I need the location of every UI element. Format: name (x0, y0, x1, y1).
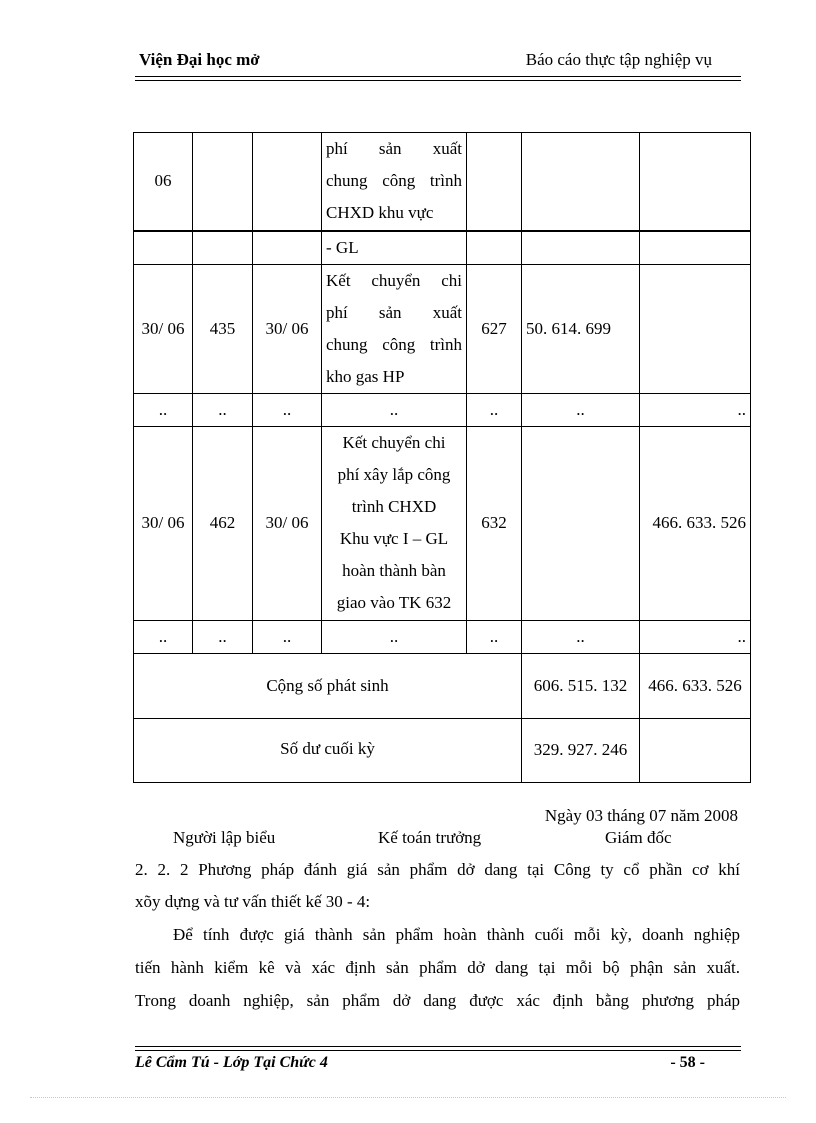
cell-description: - GL (322, 231, 467, 265)
paragraph-line-2: tiến hành kiểm kê và xác định sản phẩm dở dang tại mỗi bộ phận sản xuất. (135, 958, 740, 977)
cell-voucher-no: 462 (193, 426, 253, 620)
total-label: Cộng số phát sinh (134, 653, 522, 718)
table-row (134, 620, 751, 653)
cell-voucher-date: .. (253, 620, 322, 653)
cell-description: Kết chuyển chi phí xây lắp công trình CHXD Khu vực I – GL hoàn thành bàn giao vào TK 632 (322, 426, 467, 620)
cell-account: .. (467, 620, 522, 653)
cell-credit: .. (640, 620, 751, 653)
cell-debit (522, 133, 640, 231)
page-edge (30, 1097, 786, 1098)
cell-credit (640, 133, 751, 231)
cell-voucher-date (253, 231, 322, 265)
cell-account: 632 (467, 426, 522, 620)
cell-debit (522, 231, 640, 265)
cell-voucher-no: .. (193, 393, 253, 426)
closing-label: Số dư cuối kỳ (134, 718, 522, 782)
cell-debit: 50. 614. 699 (522, 264, 640, 393)
cell-voucher-no (193, 133, 253, 231)
table-row (134, 426, 751, 620)
page-number: - 58 - (670, 1054, 705, 1071)
cell-description: Kết chuyển chi phí sản xuất chung công trình kho gas HP (322, 264, 467, 393)
cell-credit (640, 231, 751, 265)
cell-debit: .. (522, 393, 640, 426)
table-row (134, 133, 751, 231)
cell-account: .. (467, 393, 522, 426)
closing-credit (640, 718, 751, 782)
cell-date: 30/ 06 (134, 426, 193, 620)
table-row (134, 393, 751, 426)
cell-date (134, 231, 193, 265)
cell-description: .. (322, 393, 467, 426)
institution-name: Viện Đại học mở (139, 50, 260, 69)
cell-voucher-no: 435 (193, 264, 253, 393)
cell-date: .. (134, 393, 193, 426)
cell-date: .. (134, 620, 193, 653)
cell-description: phí sản xuất chung công trình CHXD khu vực (322, 133, 467, 231)
cell-date: 30/ 06 (134, 264, 193, 393)
cell-voucher-no (193, 231, 253, 265)
cell-voucher-date: 30/ 06 (253, 264, 322, 393)
cell-voucher-no: .. (193, 620, 253, 653)
closing-debit: 329. 927. 246 (522, 718, 640, 782)
report-date: Ngày 03 tháng 07 năm 2008 (544, 806, 738, 825)
cell-voucher-date: .. (253, 393, 322, 426)
total-row (134, 653, 751, 718)
cell-debit (522, 426, 640, 620)
cell-voucher-date (253, 133, 322, 231)
total-debit: 606. 515. 132 (522, 653, 640, 718)
signer-director: Giám đốc (605, 828, 672, 847)
total-credit: 466. 633. 526 (640, 653, 751, 718)
closing-balance-row (134, 718, 751, 782)
cell-credit: 466. 633. 526 (640, 426, 751, 620)
cell-voucher-date: 30/ 06 (253, 426, 322, 620)
header-divider (135, 76, 741, 81)
signer-preparer: Người lập biểu (173, 828, 276, 847)
cell-debit: .. (522, 620, 640, 653)
section-heading-line-2: xõy dựng và tư vấn thiết kế 30 - 4: (135, 892, 371, 911)
table-row (134, 231, 751, 265)
cell-account: 627 (467, 264, 522, 393)
cell-credit (640, 264, 751, 393)
cell-account (467, 133, 522, 231)
paragraph-line-1: Để tính được giá thành sản phẩm hoàn thành cuối mỗi kỳ, doanh nghiệp (173, 925, 740, 944)
footer-divider (135, 1046, 741, 1051)
ledger-table (133, 132, 751, 783)
signer-chief-accountant: Kế toán trưởng (378, 828, 482, 847)
cell-account (467, 231, 522, 265)
footer-author: Lê Cẩm Tú - Lớp Tại Chức 4 (135, 1054, 328, 1071)
section-heading-line-1: 2. 2. 2 Phương pháp đánh giá sản phẩm dở dang tại Công ty cổ phần cơ khí (135, 860, 740, 879)
report-title: Báo cáo thực tập nghiệp vụ (525, 50, 712, 69)
page-footer (135, 1054, 705, 1072)
cell-description: .. (322, 620, 467, 653)
cell-date: 06 (134, 133, 193, 231)
table-row (134, 264, 751, 393)
page-header (135, 48, 740, 72)
cell-credit: .. (640, 393, 751, 426)
paragraph-line-3: Trong doanh nghiệp, sản phẩm dở dang được xác định bằng phương pháp (135, 991, 740, 1010)
